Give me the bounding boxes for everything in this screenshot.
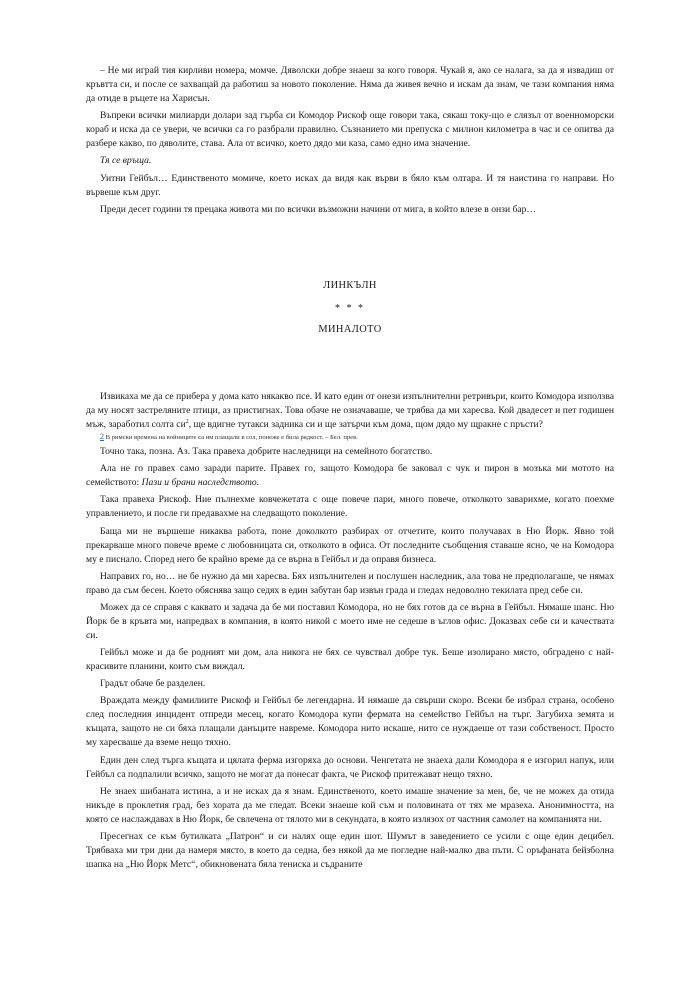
paragraph: Гейбъл може и да бе родният ми дом, ала никога не бях се чувствал добре тук. Беше изолирано място, обградено с най-красивите планини, които съм виждал. <box>86 647 614 673</box>
paragraph: Един ден след търга къщата и цялата ферма изгоряха до основи. Ченгетата не знаеха дали Комодора я е изгорил напук, или Гейбъл са подпалили всичко, защото не могат да понесат факта, че Рискоф притежават нещо тяхно. <box>86 754 614 780</box>
paragraph: Извикаха ме да се прибера у дома като някакво псе. И като един от онези изпълнителни ретривъри, които Комодора използва да му носят застреляните птици, аз пристигнах. Това обаче не означаваше, че трябва да ми харесва. Кой двадесет и пет годишен мъж, заработил солта $си^2$, ще вдигне тутакси задника си и ще затърчи към дома, щом дядо му щракне с пръсти? <box>86 390 614 430</box>
paragraph: Въпреки всички милиарди долари зад гърба си Комодор Рискоф още говори така, сякаш току-що е слязъл от военноморски кораб и иска да се увери, че всички са го разбрали правилно. Съзнанието ми препуска с милион километра в час и се опитва да разбере какво, по дяволите, става. Ала от всичко, което дядо ми каза, само едно има значение. <box>86 110 614 150</box>
paragraph: Точно така, позна. Аз. Така правеха добрите наследници на семейното богатство. <box>100 445 433 457</box>
chapter-title: ЛИНКЪЛН <box>323 279 377 291</box>
paragraph: Направих го, но… не бе нужно да ми харесва. Бях изпълнителен и послушен наследник, ала това не предполагаше, че нямах право да съм бесен. Което обяснява защо седях в един забутан бар извън града и гледах недоволно текилата пред себе си. <box>86 570 614 596</box>
paragraph: Не знаех шибаната истина, а и не исках да я знам. Единственото, което имаше значение за мен, бе, че не можех да отида никъде в проклетия град, без хората да ме гледат. Всеки знаеше кой съм и половината от тях ме мразеха. Анонимността, на която се наслаждавах в Ню Йорк, бе свлечена от тялото ми в секундата, в която излязох от частния самолет на компанията ни. <box>86 785 614 825</box>
italic-text: Тя се връща. <box>100 155 152 167</box>
footnote <box>86 432 614 442</box>
chapter-heading <box>86 280 614 335</box>
footnote-link[interactable]: 2 <box>100 431 104 441</box>
family-motto: Пази и брани наследството. <box>141 477 260 489</box>
chapter-subtitle: МИНАЛОТО <box>318 323 382 335</box>
paragraph: Баща ми не вършеше никаква работа, поне доколкото разбирах от отчетите, които получавах в Ню Йорк. Явно той прекарваше много повече време с любовницата си, отколкото в офиса. От последните съобщения ставаше ясно, че на Комодора му е писнало. Според него бе крайно време да се върна в Гейбъл и да оправя бизнеса. <box>86 525 614 565</box>
paragraph: Преди десет години тя прецака живота ми по всички възможни начини от мига, в който влезе в онзи бар… <box>100 203 537 215</box>
paragraph: Можех да се справя с каквато и задача да бе ми поставил Комодора, но не бях готов да се върна в Гейбъл. Нямаше шанс. Ню Йорк бе в кръвта ми, напредвах в компания, в която никой с моето име не седеше в ъглов офис. Доказвах себе си и качествата си. <box>86 601 614 641</box>
paragraph: Уитни Гейбъл… Единственото момиче, което исках да видя как върви в бяло към олтара. И тя наистина го направи. Но вървеше към друг. <box>86 172 614 198</box>
paragraph: Враждата между фамилиите Рискоф и Гейбъл бе легендарна. И нямаше да свърши скоро. Всеки бе избрал страна, особено след последния инцидент отпреди месец, когато Комодора купи фермата на семейство Гейбъл на търг. Загубиха земята и къщата, защото не си бяха плащали данъците навреме. Комодора нито искаше, нито се нуждаеше от тази собственост. Просто му харесваше да вземе нещо тяхно. <box>86 695 614 749</box>
footnote-ref[interactable]: 2 <box>185 418 189 425</box>
prologue-section <box>86 64 614 217</box>
paragraph: Ала не го правех само заради парите. Правех го, защото Комодора бе заковал с чук и пирон в мозъка ми мотото на семейството: Пази и брани наследството. <box>86 463 614 489</box>
chapter-body <box>86 390 614 872</box>
paragraph: Така правеха Рискоф. Ние пълнехме ковчежетата с още повече пари, много повече, отколкото заварихме, когато поехме управлението, и после ги предавахме на следващото поколение. <box>86 494 614 520</box>
paragraph: – Не ми играй тия кирливи номера, момче. Дяволски добре знаеш за кого говоря. Чукай я, ако се налага, за да я извадиш от кръвтта си, и после се захващай да работиш за новото поколение. Няма да живея вечно и искам да знам, че тази компания няма да отиде в ръцете на Харисън. <box>86 65 614 104</box>
section-separator: * * * <box>335 302 365 314</box>
paragraph: Пресегнах се към бутилката „Патрон“ и си налях още един шот. Шумът в заведението се усили с още един децибел. Трябваха ми три дни да намеря място, в което да седна, без някой да ме погледне най-малко два пъти. С оръфаната бейзболна шапка на „Ню Йорк Метс“, обикновената бяла тениска и съдраните <box>86 831 614 870</box>
paragraph-italic <box>86 154 614 168</box>
footnote-text: В римски времена на войниците са им плащали в сол, понеже е била рядкост. – Бел. прев. <box>104 433 358 441</box>
paragraph: Градът обаче бе разделен. <box>100 678 206 690</box>
